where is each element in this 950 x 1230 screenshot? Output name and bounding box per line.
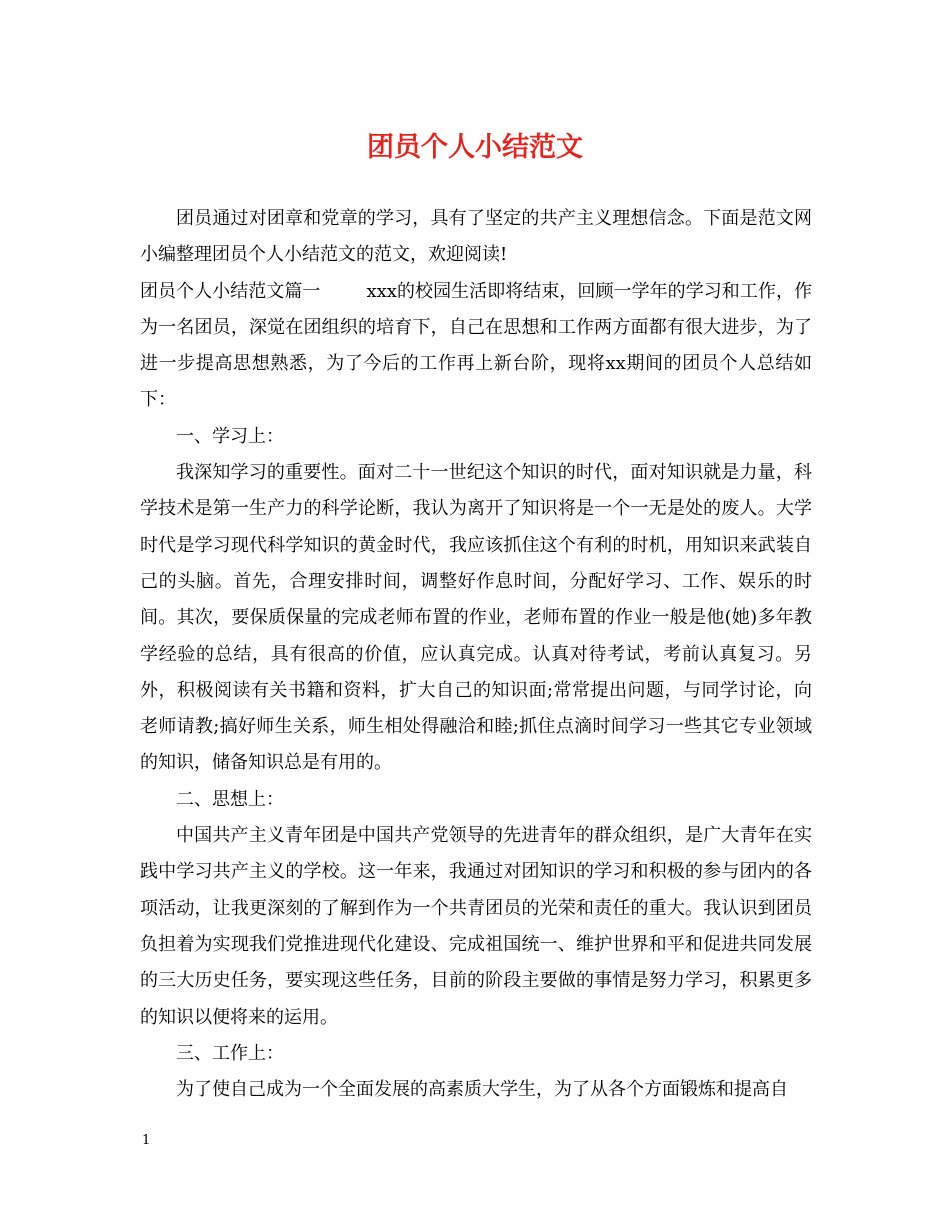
paragraph-study: 我深知学习的重要性。面对二十一世纪这个知识的时代，面对知识就是力量，科学技术是第一生产力的科学论断，我认为离开了知识将是一个一无是处的废人。大学时代是学习现代科学知识的黄金时代，我应该抓住这个有利的时机，用知识来武装自己的头脑。首先，合理安排时间，调整好作息时间，分配好学习、工作、娱乐的时间。其次，要保质保量的完成老师布置的作业，老师布置的作业一般是他(她)多年教学经验的总结，具有很高的价值，应认真完成。认真对待考试，考前认真复习。另外，积极阅读有关书籍和资料，扩大自己的知识面;常常提出问题，与同学讨论，向老师请教;搞好师生关系，师生相处得融洽和睦;抓住点滴时间学习一些其它专业领域的知识，储备知识总是有用的。 [140,462,812,774]
intro-paragraph: 团员通过对团章和党章的学习，具有了坚定的共产主义理想信念。下面是范文网小编整理团员个人小结范文的范文，欢迎阅读! [140,208,812,266]
heading-work: 三、工作上： [176,1042,284,1064]
section-text: xxx的校园生活即将结束，回顾一学年的学习和工作，作为一名团员，深觉在团组织的培育下，自己在思想和工作两方面都有很大进步，为了进一步提高思想熟悉，为了今后的工作再上新台阶，现将xx期间的团员个人总结如下： [140,280,812,411]
heading-thought: 二、思想上： [176,788,284,810]
paragraph-work: 为了使自己成为一个全面发展的高素质大学生，为了从各个方面锻炼和提高自 [176,1079,788,1101]
section-paragraph [140,274,812,419]
document-body [140,201,812,1108]
page-number: 1 [142,1133,151,1148]
document-title: 团员个人小结范文 [367,132,583,163]
heading-study: 一、学习上： [176,425,284,447]
paragraph-thought: 中国共产主义青年团是中国共产党领导的先进青年的群众组织，是广大青年在实践中学习共产主义的学校。这一年来，我通过对团知识的学习和积极的参与团内的各项活动，让我更深刻的了解到作为一个共青团员的光荣和责任的重大。我认识到团员负担着为实现我们党推进现代化建设、完成祖国统一、维护世界和平和促进共同发展的三大历史任务，要实现这些任务，目前的阶段主要做的事情是努力学习，积累更多的知识以便将来的运用。 [140,825,812,1028]
section-label: 团员个人小结范文篇一 [140,280,321,302]
